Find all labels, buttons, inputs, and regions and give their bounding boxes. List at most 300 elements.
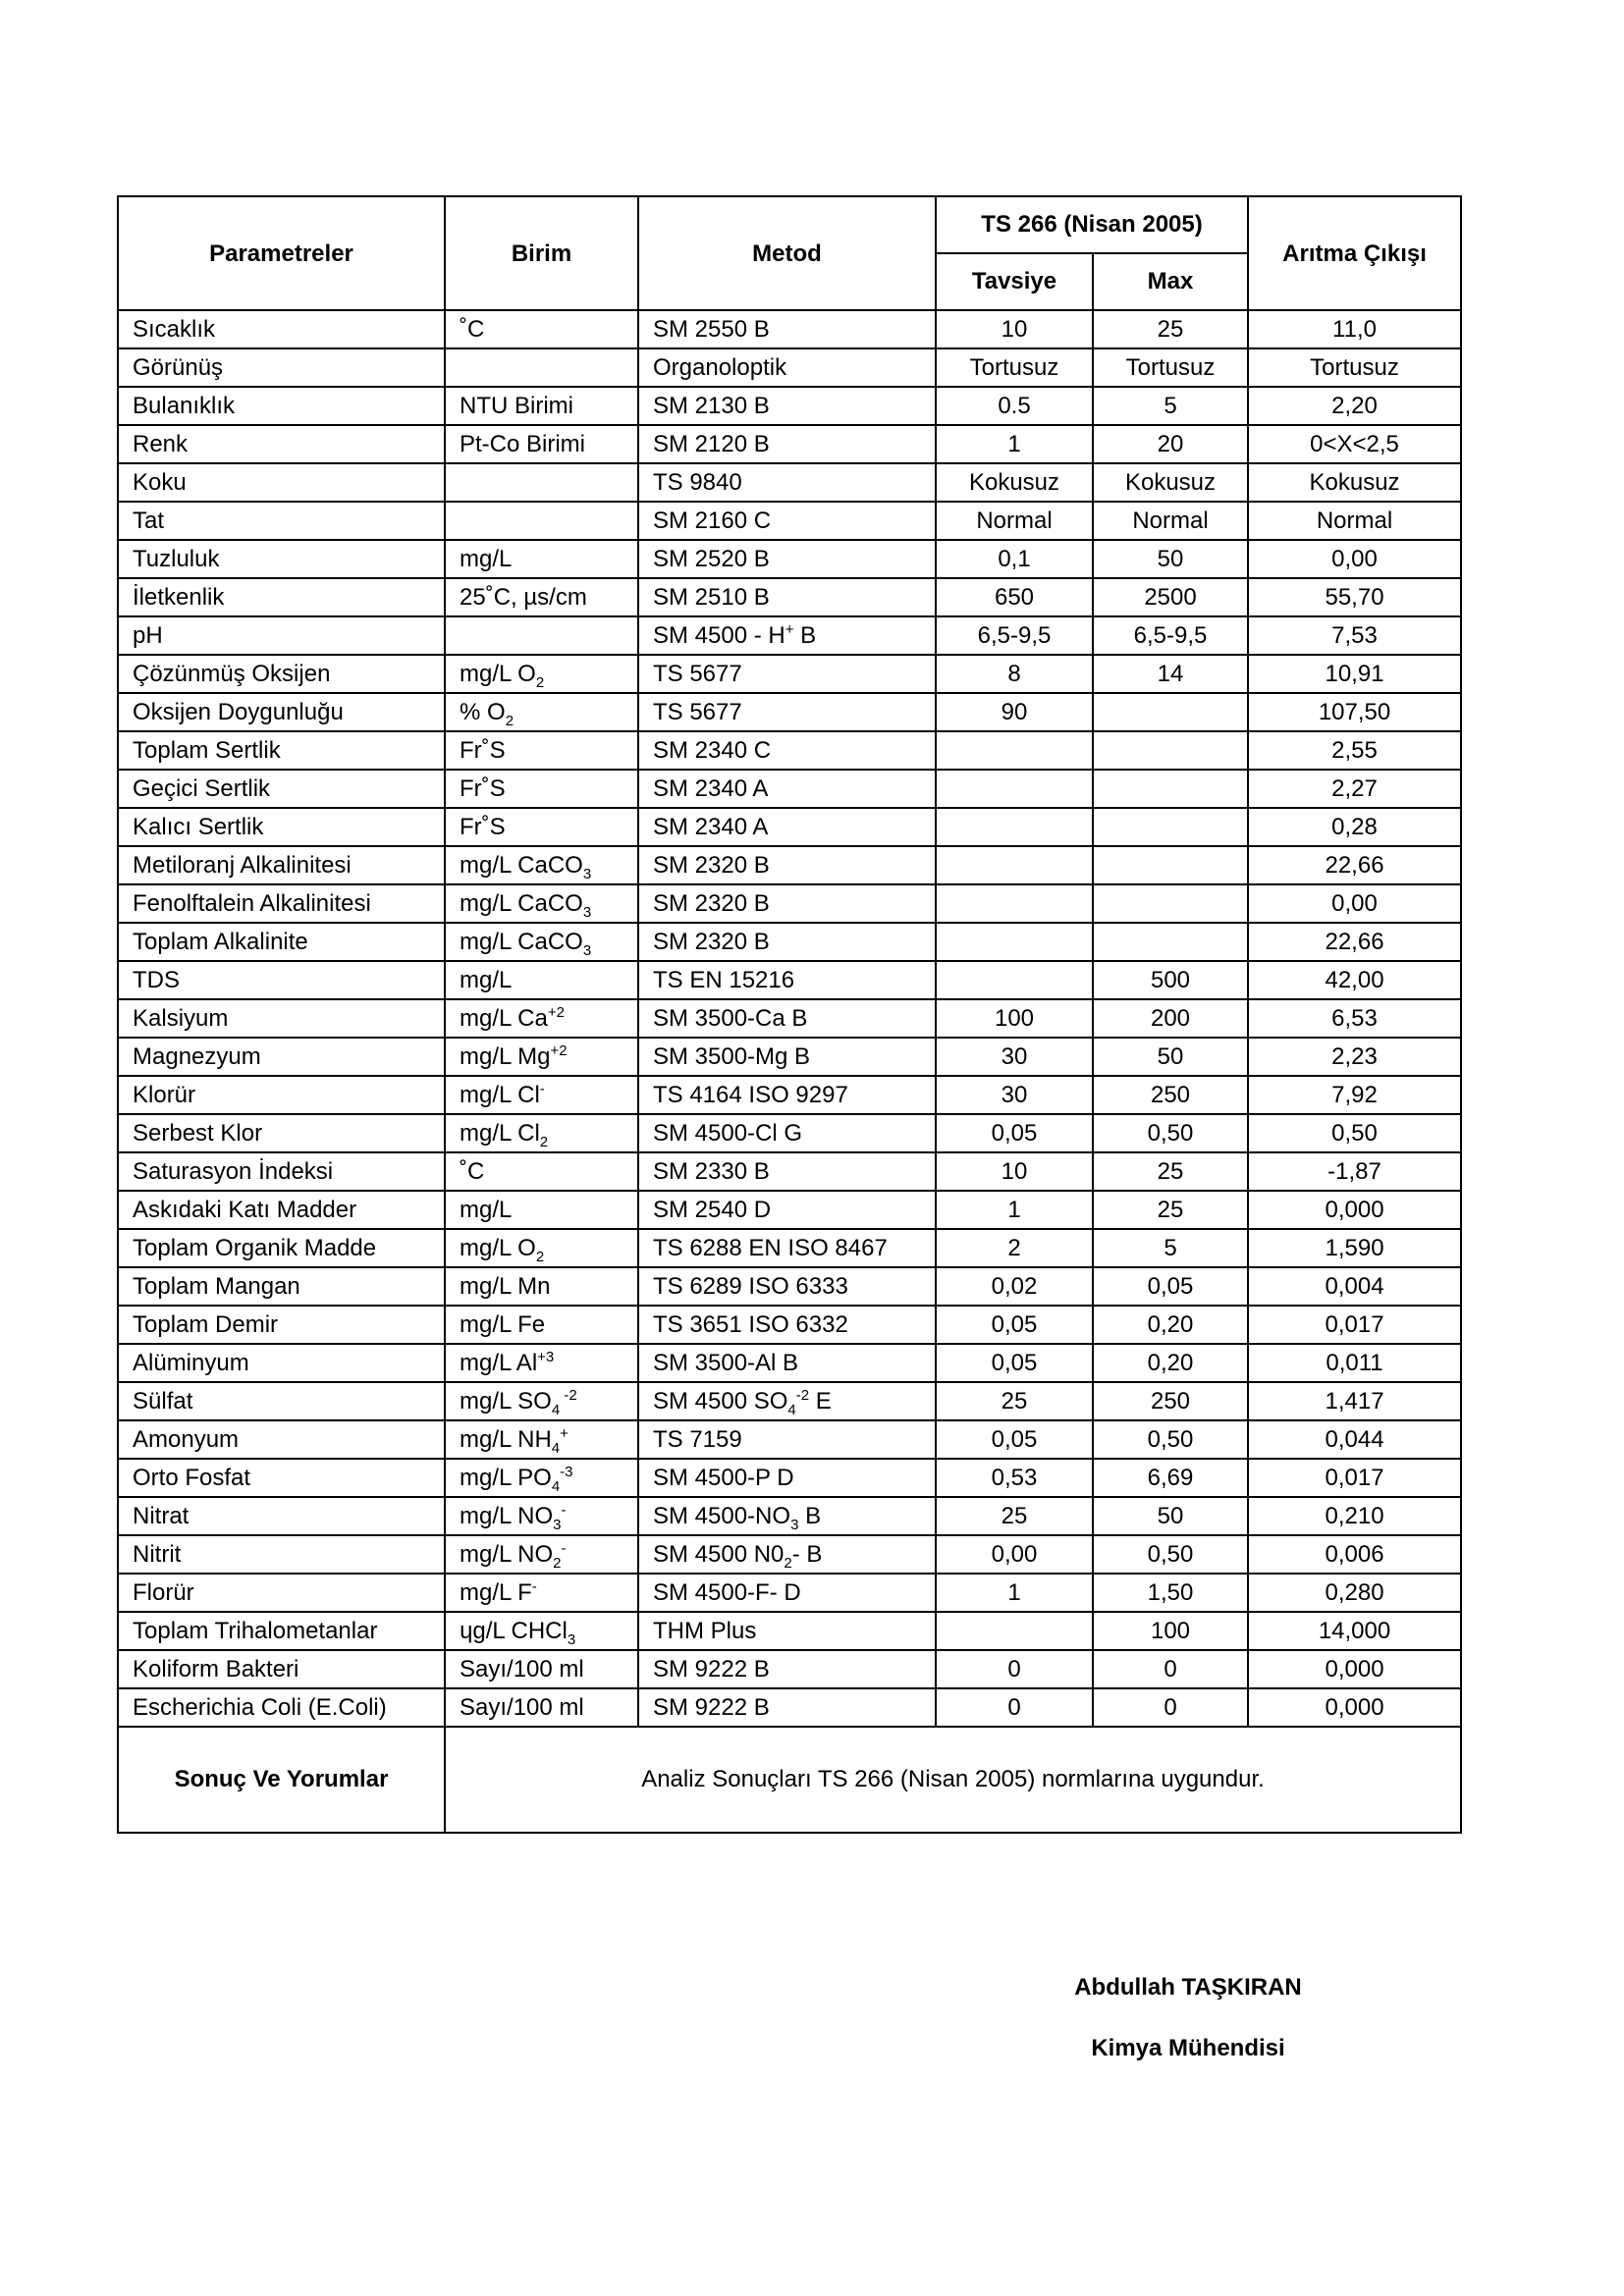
recommended-value xyxy=(936,808,1093,846)
recommended-value: 6,5-9,5 xyxy=(936,616,1093,655)
text-part: SM 4500-Cl G xyxy=(653,1120,803,1147)
text-part: SM 2320 B xyxy=(653,852,770,879)
text-part: SM 4500 - H xyxy=(653,622,785,649)
table-row xyxy=(118,1114,1461,1152)
max-value: 0 xyxy=(1093,1688,1248,1727)
text-part: mg/L xyxy=(460,1197,513,1223)
max-value: 6,69 xyxy=(1093,1459,1248,1497)
superscript: -2 xyxy=(560,1387,577,1404)
text-part: B xyxy=(798,1503,822,1529)
header-method: Metod xyxy=(638,196,936,310)
output-value: 6,53 xyxy=(1248,999,1461,1038)
method-cell xyxy=(638,923,936,961)
text-part: SM 2320 B xyxy=(653,890,770,917)
text-part: SM 9222 B xyxy=(653,1656,770,1682)
method-cell xyxy=(638,1344,936,1382)
max-value: 0,20 xyxy=(1093,1344,1248,1382)
method-cell xyxy=(638,731,936,770)
parameter-name: Klorür xyxy=(118,1076,445,1114)
recommended-value: Kokusuz xyxy=(936,463,1093,502)
output-value: 10,91 xyxy=(1248,655,1461,693)
max-value xyxy=(1093,923,1248,961)
parameter-name: Geçici Sertlik xyxy=(118,770,445,808)
recommended-value: 0,05 xyxy=(936,1420,1093,1459)
superscript: - xyxy=(561,1502,567,1519)
recommended-value xyxy=(936,923,1093,961)
unit-cell xyxy=(445,1344,638,1382)
unit-cell xyxy=(445,578,638,616)
max-value: 0 xyxy=(1093,1650,1248,1688)
method-cell xyxy=(638,1229,936,1267)
text-part: mg/L Al xyxy=(460,1350,538,1376)
max-value xyxy=(1093,770,1248,808)
method-cell xyxy=(638,578,936,616)
recommended-value xyxy=(936,770,1093,808)
subscript: 4 xyxy=(551,1477,561,1495)
method-cell xyxy=(638,999,936,1038)
unit-cell xyxy=(445,1267,638,1306)
recommended-value: 650 xyxy=(936,578,1093,616)
output-value: 0,017 xyxy=(1248,1459,1461,1497)
parameter-name: Magnezyum xyxy=(118,1038,445,1076)
max-value: 100 xyxy=(1093,1612,1248,1650)
method-cell xyxy=(638,655,936,693)
method-cell xyxy=(638,1612,936,1650)
max-value: 50 xyxy=(1093,1038,1248,1076)
text-part: SM 4500 N0 xyxy=(653,1541,785,1568)
unit-cell xyxy=(445,348,638,387)
text-part: TS 4164 ISO 9297 xyxy=(653,1082,848,1108)
text-part: mg/L Cl xyxy=(460,1120,540,1147)
recommended-value: 0 xyxy=(936,1650,1093,1688)
text-part: SM 2330 B xyxy=(653,1158,770,1185)
method-cell xyxy=(638,387,936,425)
output-value: 0,50 xyxy=(1248,1114,1461,1152)
subscript: 2 xyxy=(539,1133,549,1150)
table-row xyxy=(118,1612,1461,1650)
max-value xyxy=(1093,884,1248,923)
table-row xyxy=(118,463,1461,502)
unit-cell xyxy=(445,502,638,540)
max-value: 14 xyxy=(1093,655,1248,693)
method-cell xyxy=(638,1038,936,1076)
text-part: mg/L CaCO xyxy=(460,929,583,955)
output-value: 2,23 xyxy=(1248,1038,1461,1076)
unit-cell xyxy=(445,1574,638,1612)
output-value: 0,011 xyxy=(1248,1344,1461,1382)
signature-title: Kimya Mühendisi xyxy=(1091,2035,1285,2061)
max-value: 0,50 xyxy=(1093,1114,1248,1152)
recommended-value: 0,00 xyxy=(936,1535,1093,1574)
table-row xyxy=(118,1076,1461,1114)
text-part: SM 4500-P D xyxy=(653,1465,794,1491)
recommended-value: 0,05 xyxy=(936,1344,1093,1382)
table-row xyxy=(118,502,1461,540)
recommended-value: 1 xyxy=(936,1191,1093,1229)
table-row xyxy=(118,884,1461,923)
text-part: Sayı/100 ml xyxy=(460,1656,584,1682)
parameter-name: Çözünmüş Oksijen xyxy=(118,655,445,693)
output-value: 22,66 xyxy=(1248,923,1461,961)
recommended-value: 0,53 xyxy=(936,1459,1093,1497)
parameter-name: Tuzluluk xyxy=(118,540,445,578)
max-value: 5 xyxy=(1093,1229,1248,1267)
unit-cell xyxy=(445,387,638,425)
superscript: +3 xyxy=(537,1349,555,1365)
parameter-name: Florür xyxy=(118,1574,445,1612)
text-part: mg/L Mn xyxy=(460,1273,551,1300)
header-output: Arıtma Çıkışı xyxy=(1248,196,1461,310)
recommended-value xyxy=(936,731,1093,770)
recommended-value: 30 xyxy=(936,1076,1093,1114)
max-value: 5 xyxy=(1093,387,1248,425)
text-part: Sayı/100 ml xyxy=(460,1694,584,1721)
method-cell xyxy=(638,502,936,540)
text-part: SM 3500-Al B xyxy=(653,1350,799,1376)
text-part: mg/L Fe xyxy=(460,1311,546,1338)
text-part: mg/L Mg xyxy=(460,1043,551,1070)
text-part: mg/L O xyxy=(460,1235,536,1261)
method-cell xyxy=(638,1306,936,1344)
max-value: 250 xyxy=(1093,1382,1248,1420)
unit-cell xyxy=(445,1229,638,1267)
parameter-name: Tat xyxy=(118,502,445,540)
output-value: 0,28 xyxy=(1248,808,1461,846)
parameter-name: Toplam Mangan xyxy=(118,1267,445,1306)
parameter-name: Amonyum xyxy=(118,1420,445,1459)
unit-cell xyxy=(445,655,638,693)
unit-cell xyxy=(445,310,638,348)
unit-cell xyxy=(445,999,638,1038)
parameter-name: Toplam Demir xyxy=(118,1306,445,1344)
table-row xyxy=(118,1420,1461,1459)
text-part: mg/L O xyxy=(460,661,536,687)
recommended-value: 0 xyxy=(936,1688,1093,1727)
text-part: mg/L Cl xyxy=(460,1082,540,1108)
text-part: mg/L PO xyxy=(460,1465,552,1491)
method-cell xyxy=(638,1382,936,1420)
recommended-value: 1 xyxy=(936,425,1093,463)
text-part: SM 3500-Mg B xyxy=(653,1043,811,1070)
text-part: SM 2540 D xyxy=(653,1197,772,1223)
method-cell xyxy=(638,770,936,808)
text-part: mg/L xyxy=(460,546,513,572)
table-row xyxy=(118,655,1461,693)
table-row xyxy=(118,923,1461,961)
text-part: SM 4500-F- D xyxy=(653,1579,801,1606)
unit-cell xyxy=(445,1114,638,1152)
text-part: % O xyxy=(460,699,506,725)
parameter-name: Saturasyon İndeksi xyxy=(118,1152,445,1191)
output-value: 0,006 xyxy=(1248,1535,1461,1574)
table-row xyxy=(118,770,1461,808)
table-row xyxy=(118,1574,1461,1612)
text-part: mg/L NH xyxy=(460,1426,552,1453)
unit-cell xyxy=(445,1688,638,1727)
table-row xyxy=(118,846,1461,884)
parameter-name: Bulanıklık xyxy=(118,387,445,425)
output-value: 22,66 xyxy=(1248,846,1461,884)
subscript: 2 xyxy=(784,1554,792,1572)
subscript: 4 xyxy=(787,1401,796,1418)
unit-cell xyxy=(445,923,638,961)
parameter-name: Sülfat xyxy=(118,1382,445,1420)
parameter-name: Fenolftalein Alkalinitesi xyxy=(118,884,445,923)
max-value xyxy=(1093,731,1248,770)
recommended-value: 8 xyxy=(936,655,1093,693)
table-row xyxy=(118,540,1461,578)
subscript: 2 xyxy=(553,1554,562,1572)
text-part: SM 2340 C xyxy=(653,737,772,764)
recommended-value: Tortusuz xyxy=(936,348,1093,387)
text-part: mg/L xyxy=(460,967,513,993)
output-value: Tortusuz xyxy=(1248,348,1461,387)
text-part: SM 2160 C xyxy=(653,507,772,534)
results-section xyxy=(118,1727,1461,1833)
recommended-value: Normal xyxy=(936,502,1093,540)
text-part: TS EN 15216 xyxy=(653,967,795,993)
max-value: 50 xyxy=(1093,1497,1248,1535)
method-cell xyxy=(638,1459,936,1497)
max-value: 25 xyxy=(1093,1152,1248,1191)
parameter-name: Escherichia Coli (E.Coli) xyxy=(118,1688,445,1727)
parameter-name: Nitrat xyxy=(118,1497,445,1535)
parameter-name: Toplam Trihalometanlar xyxy=(118,1612,445,1650)
unit-cell xyxy=(445,846,638,884)
method-cell xyxy=(638,348,936,387)
max-value: 0,20 xyxy=(1093,1306,1248,1344)
header-parameters: Parametreler xyxy=(118,196,445,310)
superscript: - xyxy=(531,1578,537,1595)
unit-cell xyxy=(445,1497,638,1535)
text-part: TS 3651 ISO 6332 xyxy=(653,1311,848,1338)
unit-cell xyxy=(445,770,638,808)
table-row xyxy=(118,1038,1461,1076)
table-row xyxy=(118,1267,1461,1306)
subscript: 3 xyxy=(582,941,592,959)
unit-cell xyxy=(445,1152,638,1191)
subscript: 3 xyxy=(582,903,592,921)
method-cell xyxy=(638,1535,936,1574)
parameter-name: Kalsiyum xyxy=(118,999,445,1038)
text-part: NTU Birimi xyxy=(460,393,573,419)
method-cell xyxy=(638,884,936,923)
table-row xyxy=(118,616,1461,655)
output-value: 0,044 xyxy=(1248,1420,1461,1459)
method-cell xyxy=(638,1650,936,1688)
results-label: Sonuç Ve Yorumlar xyxy=(118,1727,445,1833)
output-value: 1,417 xyxy=(1248,1382,1461,1420)
output-value: 2,27 xyxy=(1248,770,1461,808)
text-part: SM 4500-NO xyxy=(653,1503,791,1529)
table-row xyxy=(118,387,1461,425)
recommended-value: 0.5 xyxy=(936,387,1093,425)
unit-cell xyxy=(445,540,638,578)
parameter-name: Toplam Organik Madde xyxy=(118,1229,445,1267)
method-cell xyxy=(638,1420,936,1459)
text-part: Fr˚S xyxy=(460,775,506,802)
header-unit: Birim xyxy=(445,196,638,310)
text-part: ɥg/L CHCl xyxy=(460,1618,568,1644)
parameter-name: Serbest Klor xyxy=(118,1114,445,1152)
recommended-value: 25 xyxy=(936,1497,1093,1535)
signature-name: Abdullah TAŞKIRAN xyxy=(1074,1974,1302,2001)
subscript: 4 xyxy=(551,1401,561,1418)
method-cell xyxy=(638,1114,936,1152)
text-part: SM 2520 B xyxy=(653,546,770,572)
max-value: Normal xyxy=(1093,502,1248,540)
output-value: Kokusuz xyxy=(1248,463,1461,502)
output-value: 107,50 xyxy=(1248,693,1461,731)
unit-cell xyxy=(445,731,638,770)
table-row xyxy=(118,961,1461,999)
max-value: 0,05 xyxy=(1093,1267,1248,1306)
table-row xyxy=(118,693,1461,731)
table-body xyxy=(118,310,1461,1727)
table-header xyxy=(118,196,1461,310)
output-value: 55,70 xyxy=(1248,578,1461,616)
recommended-value: 1 xyxy=(936,1574,1093,1612)
results-text: Analiz Sonuçları TS 266 (Nisan 2005) normlarına uygundur. xyxy=(445,1727,1461,1833)
table-row xyxy=(118,1344,1461,1382)
parameter-name: Sıcaklık xyxy=(118,310,445,348)
text-part: SM 2550 B xyxy=(653,316,770,343)
subscript: 2 xyxy=(535,1248,545,1265)
unit-cell xyxy=(445,463,638,502)
table-row xyxy=(118,1306,1461,1344)
parameter-name: Renk xyxy=(118,425,445,463)
parameter-name: İletkenlik xyxy=(118,578,445,616)
recommended-value: 25 xyxy=(936,1382,1093,1420)
table-row xyxy=(118,1152,1461,1191)
unit-cell xyxy=(445,961,638,999)
text-part: THM Plus xyxy=(653,1618,757,1644)
header-recommended: Tavsiye xyxy=(936,253,1093,310)
superscript: + xyxy=(785,621,794,638)
output-value: 14,000 xyxy=(1248,1612,1461,1650)
parameter-name: TDS xyxy=(118,961,445,999)
text-part: SM 2120 B xyxy=(653,431,770,457)
text-part: Pt-Co Birimi xyxy=(460,431,586,457)
superscript: +2 xyxy=(547,1004,565,1021)
max-value: 200 xyxy=(1093,999,1248,1038)
table-row xyxy=(118,1229,1461,1267)
parameter-name: Koku xyxy=(118,463,445,502)
table-row xyxy=(118,1497,1461,1535)
parameter-name: Görünüş xyxy=(118,348,445,387)
table-row xyxy=(118,1535,1461,1574)
unit-cell xyxy=(445,1612,638,1650)
text-part: SM 2130 B xyxy=(653,393,770,419)
unit-cell xyxy=(445,1535,638,1574)
unit-cell xyxy=(445,1306,638,1344)
max-value: 50 xyxy=(1093,540,1248,578)
subscript: 4 xyxy=(551,1439,561,1457)
recommended-value xyxy=(936,961,1093,999)
output-value: 1,590 xyxy=(1248,1229,1461,1267)
parameter-name: Metiloranj Alkalinitesi xyxy=(118,846,445,884)
unit-cell xyxy=(445,1420,638,1459)
table-row xyxy=(118,310,1461,348)
output-value: 0,210 xyxy=(1248,1497,1461,1535)
subscript: 3 xyxy=(553,1516,562,1533)
output-value: 0<X<2,5 xyxy=(1248,425,1461,463)
recommended-value: 0,02 xyxy=(936,1267,1093,1306)
text-part: B xyxy=(793,622,817,649)
unit-cell xyxy=(445,616,638,655)
header-standard: TS 266 (Nisan 2005) xyxy=(936,196,1248,253)
subscript: 3 xyxy=(567,1630,576,1648)
text-part: TS 6289 ISO 6333 xyxy=(653,1273,848,1300)
table-row xyxy=(118,1191,1461,1229)
output-value: 0,000 xyxy=(1248,1650,1461,1688)
text-part: Fr˚S xyxy=(460,814,506,840)
output-value: 0,017 xyxy=(1248,1306,1461,1344)
unit-cell xyxy=(445,1650,638,1688)
method-cell xyxy=(638,1191,936,1229)
text-part: mg/L Ca xyxy=(460,1005,548,1032)
output-value: 0,000 xyxy=(1248,1688,1461,1727)
text-part: Fr˚S xyxy=(460,737,506,764)
recommended-value: 90 xyxy=(936,693,1093,731)
table-row xyxy=(118,731,1461,770)
subscript: 2 xyxy=(505,712,514,729)
method-cell xyxy=(638,540,936,578)
recommended-value: 100 xyxy=(936,999,1093,1038)
text-part: - B xyxy=(791,1541,823,1568)
text-part: mg/L F xyxy=(460,1579,532,1606)
subscript: 2 xyxy=(535,673,545,691)
output-value: 0,00 xyxy=(1248,884,1461,923)
max-value: 25 xyxy=(1093,310,1248,348)
method-cell xyxy=(638,1574,936,1612)
max-value xyxy=(1093,693,1248,731)
output-value: 2,20 xyxy=(1248,387,1461,425)
text-part: TS 7159 xyxy=(653,1426,742,1453)
unit-cell xyxy=(445,1382,638,1420)
output-value: 2,55 xyxy=(1248,731,1461,770)
table-row xyxy=(118,348,1461,387)
text-part: 25˚C, µs/cm xyxy=(460,584,587,611)
text-part: SM 3500-Ca B xyxy=(653,1005,808,1032)
superscript: -3 xyxy=(560,1464,573,1480)
table-row xyxy=(118,999,1461,1038)
superscript: -2 xyxy=(795,1387,810,1404)
output-value: 42,00 xyxy=(1248,961,1461,999)
method-cell xyxy=(638,310,936,348)
text-part: TS 9840 xyxy=(653,469,742,496)
max-value: 20 xyxy=(1093,425,1248,463)
unit-cell xyxy=(445,1191,638,1229)
text-part: SM 4500 SO xyxy=(653,1388,788,1415)
output-value: 0,004 xyxy=(1248,1267,1461,1306)
max-value: 6,5-9,5 xyxy=(1093,616,1248,655)
recommended-value: 0,05 xyxy=(936,1306,1093,1344)
recommended-value xyxy=(936,1612,1093,1650)
output-value: 0,00 xyxy=(1248,540,1461,578)
output-value: 7,53 xyxy=(1248,616,1461,655)
table-row xyxy=(118,1459,1461,1497)
method-cell xyxy=(638,1076,936,1114)
method-cell xyxy=(638,1688,936,1727)
unit-cell xyxy=(445,808,638,846)
text-part: SM 2320 B xyxy=(653,929,770,955)
recommended-value: 10 xyxy=(936,1152,1093,1191)
output-value: 0,280 xyxy=(1248,1574,1461,1612)
text-part: mg/L SO xyxy=(460,1388,552,1415)
text-part: ˚C xyxy=(460,1158,485,1185)
method-cell xyxy=(638,808,936,846)
